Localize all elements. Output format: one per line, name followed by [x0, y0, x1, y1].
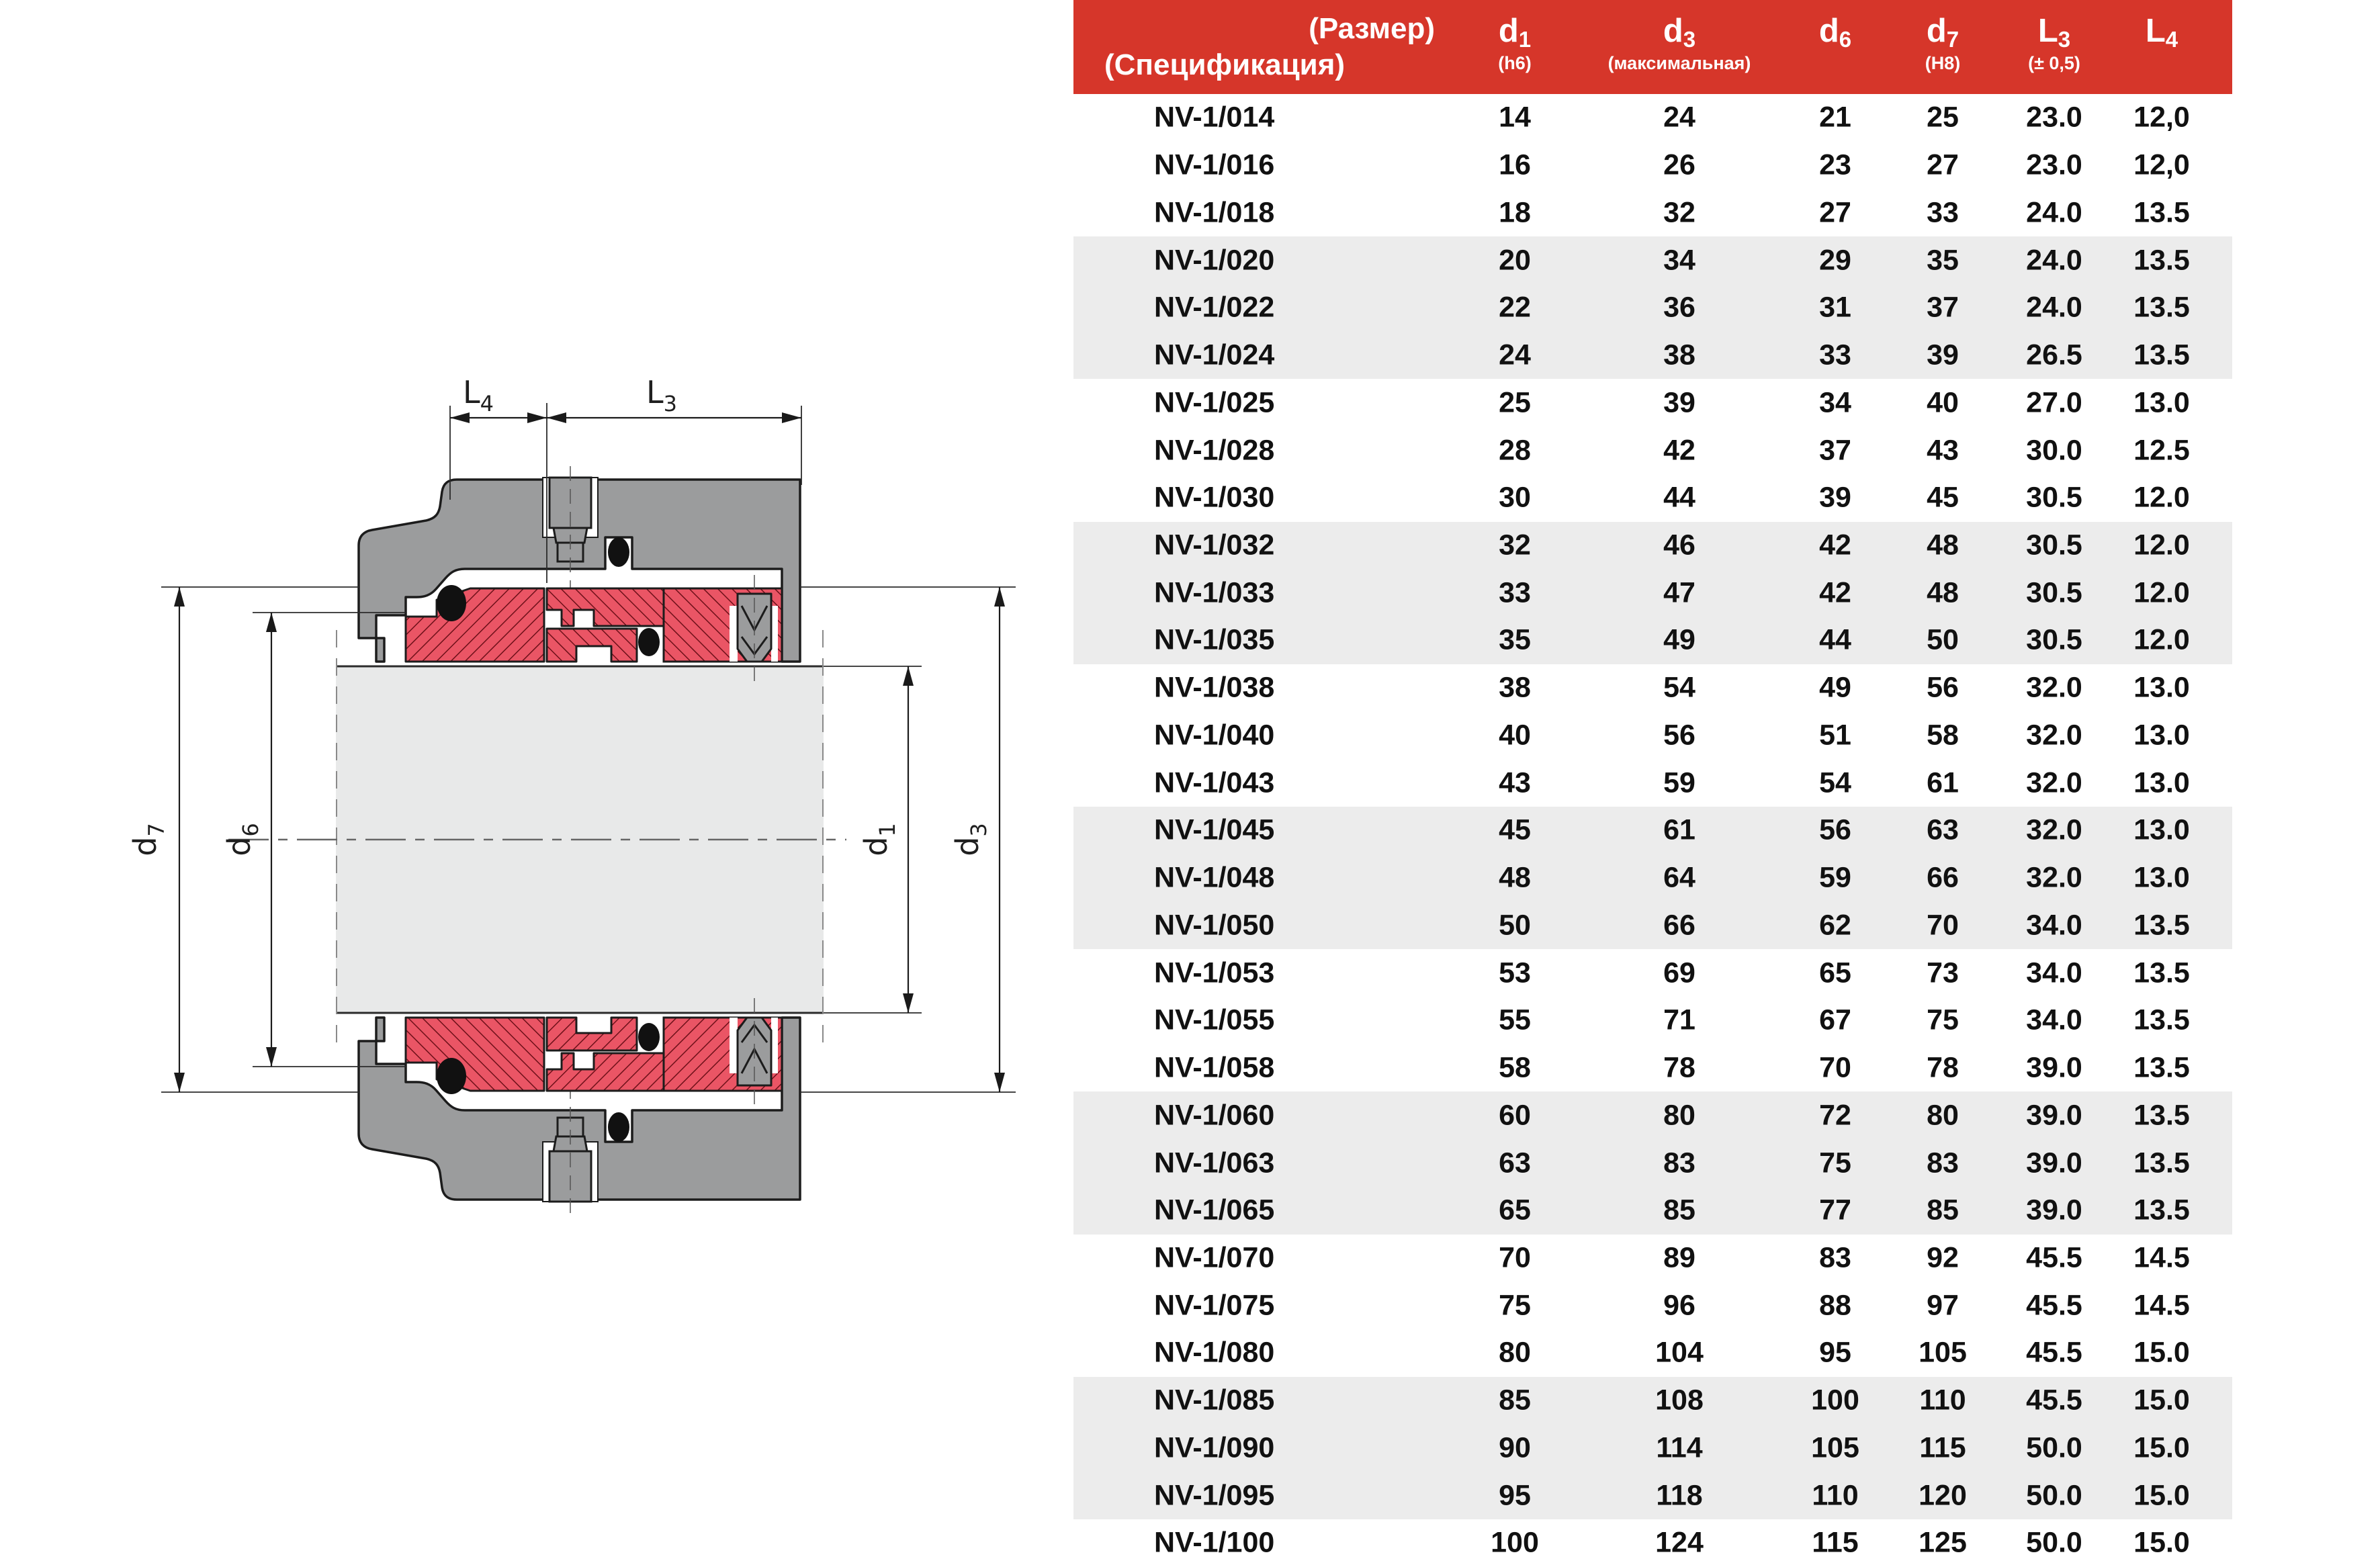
column-symbol-subscript: 3: [2058, 27, 2071, 52]
row-value-L4: 12.0: [2133, 529, 2190, 562]
row-value-L3: 39.0: [2026, 1194, 2082, 1226]
row-value-d3: 71: [1663, 1003, 1695, 1036]
column-symbol-subscript: 7: [1946, 27, 1959, 52]
row-value-d1: 32: [1499, 529, 1531, 562]
column-note: (h6): [1498, 53, 1532, 73]
row-value-d3: 36: [1663, 291, 1695, 324]
table-row: [1073, 94, 2232, 142]
row-value-L4: 13.5: [2133, 196, 2190, 229]
column-note: (H8): [1925, 53, 1961, 73]
row-value-d1: 63: [1499, 1147, 1531, 1179]
row-model-name: NV-1/080: [1154, 1336, 1275, 1369]
row-value-d3: 56: [1663, 719, 1695, 752]
row-value-L3: 24.0: [2026, 291, 2082, 324]
row-value-d6: 34: [1819, 386, 1851, 419]
row-value-L4: 13.5: [2133, 1194, 2190, 1226]
table-row: [1073, 189, 2232, 236]
specification-table: [1073, 0, 2232, 1567]
row-value-d1: 58: [1499, 1051, 1531, 1084]
row-model-name: NV-1/075: [1154, 1289, 1275, 1322]
row-value-d3: 46: [1663, 529, 1695, 562]
column-symbol: d: [1926, 13, 1947, 49]
table-row: [1073, 236, 2232, 284]
o-ring-shaft: [638, 628, 660, 656]
table-row: [1073, 617, 2232, 664]
table-row: [1073, 284, 2232, 332]
row-value-d1: 85: [1499, 1384, 1531, 1417]
row-value-d3: 64: [1663, 861, 1695, 894]
table-row: [1073, 379, 2232, 427]
column-symbol-subscript: 6: [1839, 27, 1852, 52]
row-value-d6: 54: [1819, 766, 1851, 799]
row-value-L3: 30.0: [2026, 434, 2082, 466]
row-value-d6: 37: [1819, 434, 1851, 466]
row-value-d6: 95: [1819, 1336, 1851, 1369]
row-value-L4: 13.5: [2133, 339, 2190, 371]
row-value-d6: 31: [1819, 291, 1851, 324]
row-value-L4: 12,0: [2133, 101, 2190, 134]
row-model-name: NV-1/053: [1154, 956, 1275, 989]
row-value-L4: 13.5: [2133, 956, 2190, 989]
row-value-d1: 18: [1499, 196, 1531, 229]
row-value-d6: 51: [1819, 719, 1851, 752]
row-value-d7: 97: [1927, 1289, 1959, 1322]
row-value-d3: 104: [1655, 1336, 1704, 1369]
row-value-d6: 67: [1819, 1003, 1851, 1036]
row-value-L4: 13.5: [2133, 909, 2190, 942]
row-value-d7: 73: [1927, 956, 1959, 989]
column-symbol: L: [2145, 13, 2166, 49]
row-value-d6: 21: [1819, 101, 1851, 134]
row-value-L4: 15.0: [2133, 1431, 2190, 1464]
table-row: [1073, 664, 2232, 712]
row-value-L3: 34.0: [2026, 956, 2082, 989]
row-value-L3: 45.5: [2026, 1336, 2082, 1369]
row-model-name: NV-1/060: [1154, 1099, 1275, 1132]
row-value-d1: 22: [1499, 291, 1531, 324]
row-value-L3: 32.0: [2026, 861, 2082, 894]
row-value-L3: 23.0: [2026, 148, 2082, 181]
row-value-d1: 100: [1491, 1526, 1539, 1559]
row-value-d3: 118: [1656, 1479, 1703, 1512]
row-value-d7: 35: [1927, 244, 1959, 277]
row-value-L3: 30.5: [2026, 481, 2082, 514]
row-value-d3: 44: [1663, 481, 1695, 514]
row-value-L4: 13.0: [2133, 813, 2190, 846]
column-symbol: d: [1663, 13, 1683, 49]
table-row: [1073, 1282, 2232, 1329]
row-value-d1: 48: [1499, 861, 1531, 894]
row-value-L4: 15.0: [2133, 1384, 2190, 1417]
row-model-name: NV-1/043: [1154, 766, 1275, 799]
row-value-L3: 30.5: [2026, 623, 2082, 656]
row-value-d1: 75: [1499, 1289, 1531, 1322]
row-value-d1: 40: [1499, 719, 1531, 752]
row-value-d7: 80: [1927, 1099, 1959, 1132]
row-model-name: NV-1/024: [1154, 339, 1275, 371]
row-value-d7: 48: [1927, 576, 1959, 609]
row-value-d3: 26: [1663, 148, 1695, 181]
row-model-name: NV-1/016: [1154, 148, 1275, 181]
dim-label-d6: $d_6$: [221, 823, 263, 856]
row-value-d6: 75: [1819, 1147, 1851, 1179]
row-value-L4: 12,0: [2133, 148, 2190, 181]
row-value-d7: 48: [1927, 529, 1959, 562]
row-value-d7: 110: [1919, 1384, 1966, 1417]
row-value-d7: 115: [1919, 1431, 1966, 1464]
column-symbol: L: [2037, 13, 2058, 49]
row-value-L4: 15.0: [2133, 1336, 2190, 1369]
header-spec-label: (Спецификация): [1104, 48, 1346, 81]
table-row: [1073, 427, 2232, 474]
row-value-d3: 124: [1655, 1526, 1704, 1559]
row-model-name: NV-1/022: [1154, 291, 1275, 324]
column-header-d7: [1925, 0, 1961, 94]
row-value-L4: 13.0: [2133, 386, 2190, 419]
row-model-name: NV-1/028: [1154, 434, 1275, 466]
row-value-L3: 24.0: [2026, 196, 2082, 229]
row-value-d3: 47: [1663, 576, 1695, 609]
row-value-d1: 43: [1499, 766, 1531, 799]
row-value-L3: 39.0: [2026, 1147, 2082, 1179]
row-value-d1: 16: [1499, 148, 1531, 181]
row-value-d3: 66: [1663, 909, 1695, 942]
row-value-d3: 108: [1655, 1384, 1704, 1417]
row-value-d7: 56: [1927, 671, 1959, 704]
row-value-d6: 39: [1819, 481, 1851, 514]
row-value-d3: 49: [1663, 623, 1695, 656]
o-ring-gland: [608, 537, 629, 567]
column-symbol-subscript: 3: [1683, 27, 1696, 52]
table-row: [1073, 474, 2232, 522]
row-value-L3: 24.0: [2026, 244, 2082, 277]
row-value-L4: 13.5: [2133, 1099, 2190, 1132]
row-model-name: NV-1/020: [1154, 244, 1275, 277]
column-symbol-subscript: 1: [1518, 27, 1532, 52]
column-symbol: d: [1818, 13, 1839, 49]
row-value-d3: 32: [1663, 196, 1695, 229]
row-value-L3: 34.0: [2026, 1003, 2082, 1036]
table-header: [1073, 0, 2232, 94]
row-value-d3: 78: [1663, 1051, 1695, 1084]
row-model-name: NV-1/014: [1154, 101, 1275, 134]
row-value-d1: 60: [1499, 1099, 1531, 1132]
row-value-d3: 61: [1663, 813, 1695, 846]
row-model-name: NV-1/045: [1154, 813, 1275, 846]
table-row: [1073, 1139, 2232, 1187]
column-note: (± 0,5): [2028, 53, 2080, 73]
row-value-d1: 95: [1499, 1479, 1531, 1512]
table-row: [1073, 1519, 2232, 1567]
dim-label-d1: $d_1$: [858, 823, 900, 856]
row-value-d7: 125: [1919, 1526, 1967, 1559]
row-value-L3: 30.5: [2026, 576, 2082, 609]
row-value-L3: 45.5: [2026, 1384, 2082, 1417]
row-value-d3: 59: [1663, 766, 1695, 799]
row-value-L4: 12.0: [2133, 481, 2190, 514]
row-value-L3: 50.0: [2026, 1431, 2082, 1464]
table-row: [1073, 1377, 2232, 1425]
row-value-d1: 80: [1499, 1336, 1531, 1369]
row-value-d7: 63: [1927, 813, 1959, 846]
row-value-d7: 25: [1927, 101, 1959, 134]
row-value-d6: 27: [1819, 196, 1851, 229]
row-value-L3: 30.5: [2026, 529, 2082, 562]
row-value-d6: 49: [1819, 671, 1851, 704]
row-value-L4: 14.5: [2133, 1241, 2190, 1274]
table-row: [1073, 901, 2232, 949]
row-value-d6: 115: [1812, 1526, 1859, 1559]
row-value-d3: 24: [1663, 101, 1695, 134]
table-row: [1073, 949, 2232, 997]
table-row: [1073, 1472, 2232, 1519]
row-value-d6: 33: [1819, 339, 1851, 371]
row-value-d6: 105: [1811, 1431, 1859, 1464]
row-value-d1: 35: [1499, 623, 1531, 656]
row-value-d1: 50: [1499, 909, 1531, 942]
row-value-d6: 42: [1819, 576, 1851, 609]
row-value-d6: 29: [1819, 244, 1851, 277]
row-value-d3: 89: [1663, 1241, 1695, 1274]
row-value-d1: 25: [1499, 386, 1531, 419]
row-value-d6: 56: [1819, 813, 1851, 846]
column-header-d1: [1498, 0, 1532, 94]
row-value-d7: 58: [1927, 719, 1959, 752]
row-value-L3: 50.0: [2026, 1526, 2082, 1559]
table-row: [1073, 522, 2232, 570]
row-value-d7: 43: [1927, 434, 1959, 466]
row-model-name: NV-1/040: [1154, 719, 1275, 752]
column-symbol: d: [1498, 13, 1519, 49]
table-row: [1073, 1091, 2232, 1139]
row-value-d1: 70: [1499, 1241, 1531, 1274]
row-model-name: NV-1/065: [1154, 1194, 1275, 1226]
table-rows: [1073, 94, 2232, 1567]
table-row: [1073, 1425, 2232, 1472]
row-value-L3: 39.0: [2026, 1099, 2082, 1132]
row-model-name: NV-1/063: [1154, 1147, 1275, 1179]
drive-collar: [547, 629, 637, 662]
row-value-L4: 13.0: [2133, 719, 2190, 752]
column-header-d3: [1608, 0, 1751, 94]
row-value-L3: 23.0: [2026, 101, 2082, 134]
row-value-d1: 45: [1499, 813, 1531, 846]
row-value-d6: 77: [1819, 1194, 1851, 1226]
row-value-d3: 42: [1663, 434, 1695, 466]
table-row: [1073, 712, 2232, 760]
row-value-d1: 14: [1499, 101, 1531, 134]
row-value-d7: 85: [1927, 1194, 1959, 1226]
row-value-L4: 13.0: [2133, 861, 2190, 894]
row-model-name: NV-1/035: [1154, 623, 1275, 656]
seal-ring-left: [406, 588, 544, 662]
row-value-L4: 13.5: [2133, 1147, 2190, 1179]
row-value-d6: 83: [1819, 1241, 1851, 1274]
row-model-name: NV-1/030: [1154, 481, 1275, 514]
column-header-L3: [2028, 0, 2080, 94]
header-title: [1104, 11, 1435, 83]
row-value-L3: 50.0: [2026, 1479, 2082, 1512]
row-value-d6: 70: [1819, 1051, 1851, 1084]
row-value-d6: 88: [1819, 1289, 1851, 1322]
row-model-name: NV-1/038: [1154, 671, 1275, 704]
row-value-d3: 83: [1663, 1147, 1695, 1179]
row-model-name: NV-1/090: [1154, 1431, 1275, 1464]
row-value-d7: 37: [1927, 291, 1959, 324]
row-value-d7: 39: [1927, 339, 1959, 371]
row-value-d7: 120: [1919, 1479, 1967, 1512]
row-value-L4: 12.5: [2133, 434, 2190, 466]
row-model-name: NV-1/050: [1154, 909, 1275, 942]
row-model-name: NV-1/018: [1154, 196, 1275, 229]
row-value-d1: 24: [1499, 339, 1531, 371]
row-value-L4: 13.5: [2133, 291, 2190, 324]
row-model-name: NV-1/032: [1154, 529, 1275, 562]
row-value-d1: 28: [1499, 434, 1531, 466]
row-value-d7: 61: [1927, 766, 1959, 799]
row-value-d6: 110: [1812, 1479, 1859, 1512]
row-value-L3: 45.5: [2026, 1289, 2082, 1322]
row-value-L4: 12.0: [2133, 623, 2190, 656]
row-model-name: NV-1/055: [1154, 1003, 1275, 1036]
row-value-d7: 78: [1927, 1051, 1959, 1084]
header-size-label: (Размер): [1309, 12, 1435, 45]
row-model-name: NV-1/025: [1154, 386, 1275, 419]
row-value-L4: 13.0: [2133, 671, 2190, 704]
dim-label-L3: $L_3$: [646, 374, 677, 416]
table-row: [1073, 759, 2232, 807]
row-value-L3: 39.0: [2026, 1051, 2082, 1084]
row-value-L4: 12.0: [2133, 576, 2190, 609]
row-value-d6: 42: [1819, 529, 1851, 562]
row-value-d7: 105: [1919, 1336, 1967, 1369]
column-note: (максимальная): [1607, 53, 1751, 73]
row-value-d6: 62: [1819, 909, 1851, 942]
table-row: [1073, 854, 2232, 902]
seal-lower-half: [359, 998, 800, 1213]
row-value-L3: 32.0: [2026, 813, 2082, 846]
table-row: [1073, 1329, 2232, 1377]
row-value-d3: 54: [1663, 671, 1695, 704]
row-value-d7: 27: [1927, 148, 1959, 181]
row-value-d3: 114: [1656, 1431, 1703, 1464]
row-model-name: NV-1/095: [1154, 1479, 1275, 1512]
row-value-L3: 45.5: [2026, 1241, 2082, 1274]
column-symbol-subscript: 4: [2165, 27, 2178, 52]
row-model-name: NV-1/100: [1154, 1526, 1275, 1559]
row-value-L4: 14.5: [2133, 1289, 2190, 1322]
dim-label-d3: $d_3$: [949, 823, 991, 856]
table-row: [1073, 569, 2232, 617]
row-value-L3: 27.0: [2026, 386, 2082, 419]
row-value-L4: 15.0: [2133, 1526, 2190, 1559]
row-model-name: NV-1/070: [1154, 1241, 1275, 1274]
row-value-L4: 13.0: [2133, 766, 2190, 799]
table-row: [1073, 332, 2232, 379]
row-value-d1: 30: [1499, 481, 1531, 514]
row-value-d3: 38: [1663, 339, 1695, 371]
row-value-d7: 75: [1927, 1003, 1959, 1036]
row-value-d7: 66: [1927, 861, 1959, 894]
row-value-d1: 33: [1499, 576, 1531, 609]
table-row: [1073, 142, 2232, 189]
row-model-name: NV-1/085: [1154, 1384, 1275, 1417]
row-model-name: NV-1/048: [1154, 861, 1275, 894]
row-value-L3: 32.0: [2026, 671, 2082, 704]
row-value-d3: 96: [1663, 1289, 1695, 1322]
row-value-d3: 34: [1663, 244, 1695, 277]
row-value-d6: 100: [1811, 1384, 1859, 1417]
row-value-L3: 34.0: [2026, 909, 2082, 942]
row-value-L4: 13.5: [2133, 1051, 2190, 1084]
table-row: [1073, 1235, 2232, 1282]
row-model-name: NV-1/033: [1154, 576, 1275, 609]
row-value-d1: 53: [1499, 956, 1531, 989]
dim-label-L4: $L_4$: [463, 374, 494, 416]
column-header-L4: [2146, 0, 2178, 94]
row-value-d6: 59: [1819, 861, 1851, 894]
o-ring-primary: [437, 585, 466, 621]
seal-technical-drawing: [0, 0, 1061, 1567]
row-value-d3: 39: [1663, 386, 1695, 419]
row-value-L4: 13.5: [2133, 1003, 2190, 1036]
row-value-d6: 65: [1819, 956, 1851, 989]
row-value-d3: 80: [1663, 1099, 1695, 1132]
row-value-L3: 32.0: [2026, 719, 2082, 752]
row-value-d1: 90: [1499, 1431, 1531, 1464]
row-value-d7: 40: [1927, 386, 1959, 419]
row-value-d7: 33: [1927, 196, 1959, 229]
table-row: [1073, 1187, 2232, 1235]
row-value-d3: 85: [1663, 1194, 1695, 1226]
row-value-d1: 20: [1499, 244, 1531, 277]
table-row: [1073, 1044, 2232, 1092]
dim-label-d7: $d_7$: [127, 823, 169, 856]
column-header-d6: [1819, 0, 1851, 94]
table-row: [1073, 997, 2232, 1044]
row-value-d6: 44: [1819, 623, 1851, 656]
row-value-d6: 23: [1819, 148, 1851, 181]
row-value-d7: 92: [1927, 1241, 1959, 1274]
row-value-d1: 65: [1499, 1194, 1531, 1226]
row-value-L3: 32.0: [2026, 766, 2082, 799]
row-value-d1: 55: [1499, 1003, 1531, 1036]
row-value-d7: 45: [1927, 481, 1959, 514]
row-value-L4: 15.0: [2133, 1479, 2190, 1512]
row-value-d7: 70: [1927, 909, 1959, 942]
row-model-name: NV-1/058: [1154, 1051, 1275, 1084]
row-value-L3: 26.5: [2026, 339, 2082, 371]
row-value-d7: 50: [1927, 623, 1959, 656]
table-row: [1073, 807, 2232, 854]
row-value-L4: 13.5: [2133, 244, 2190, 277]
row-value-d1: 38: [1499, 671, 1531, 704]
row-value-d6: 72: [1819, 1099, 1851, 1132]
row-value-d7: 83: [1927, 1147, 1959, 1179]
row-value-d3: 69: [1663, 956, 1695, 989]
